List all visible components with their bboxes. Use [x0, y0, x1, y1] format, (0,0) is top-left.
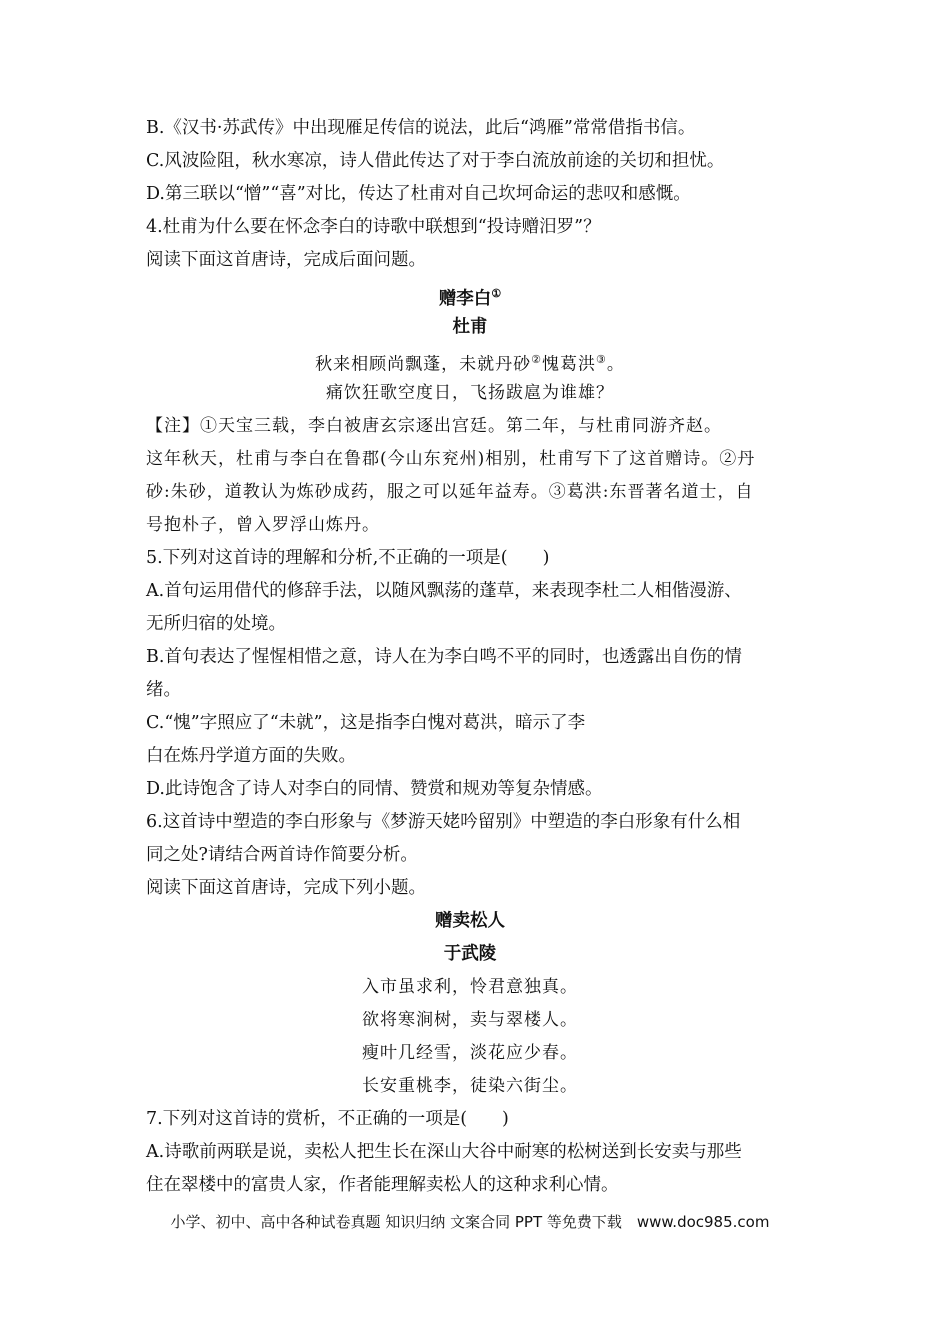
poem1-line-2: 痛饮狂歌空度日，飞扬跋扈为谁雄？ [326, 383, 614, 403]
option-a-line-cont: 住在翠楼中的富贵人家，作者能理解卖松人的这种求利心情。 [146, 1175, 619, 1195]
question-6-cont: 同之处?请结合两首诗作简要分析。 [146, 845, 418, 865]
question-6: 6.这首诗中塑造的李白形象与《梦游天姥吟留别》中塑造的李白形象有什么相 [146, 812, 741, 832]
option-a-line: A.诗歌前两联是说，卖松人把生长在深山大谷中耐寒的松树送到长安卖与那些 [146, 1142, 742, 1162]
option-d-line: D.此诗饱含了诗人对李白的同情、赞赏和规劝等复杂情感。 [146, 779, 603, 799]
reading-instruction-2: 阅读下面这首唐诗，完成下列小题。 [146, 878, 426, 898]
poem2-line-1: 入市虽求利，怜君意独真。 [362, 977, 578, 997]
poem1-author: 杜甫 [452, 317, 488, 337]
note-line: 这年秋天，杜甫与李白在鲁郡(今山东兖州)相别，杜甫写下了这首赠诗。②丹 [146, 449, 756, 469]
option-a-line-cont: 无所归宿的处境。 [146, 614, 286, 634]
note-line: 砂:朱砂，道教认为炼砂成药，服之可以延年益寿。③葛洪:东晋著名道士，自 [146, 482, 754, 502]
reading-instruction-1: 阅读下面这首唐诗，完成后面问题。 [146, 250, 426, 270]
question-4: 4.杜甫为什么要在怀念李白的诗歌中联想到“投诗赠汨罗”？ [146, 217, 601, 237]
option-c-line: C.“愧”字照应了“未就”，这是指李白愧对葛洪，暗示了李 [146, 713, 586, 733]
option-b-line: B.首句表达了惺惺相惜之意，诗人在为李白鸣不平的同时，也透露出自伤的情 [146, 647, 742, 667]
option-c-line-cont: 白在炼丹学道方面的失败。 [146, 746, 356, 766]
option-d-line: D.第三联以“憎”“喜”对比，传达了杜甫对自己坎坷命运的悲叹和感慨。 [146, 184, 691, 204]
note-line: 【注】①天宝三载，李白被唐玄宗逐出宫廷。第二年，与杜甫同游齐赵。 [146, 416, 722, 436]
poem2-line-4: 长安重桃李，徒染六街尘。 [362, 1076, 578, 1096]
option-b-line: B.《汉书·苏武传》中出现雁足传信的说法，此后“鸿雁”常常借指书信。 [146, 118, 696, 138]
poem2-author: 于武陵 [443, 944, 497, 964]
question-7: 7.下列对这首诗的赏析，不正确的一项是( ) [146, 1109, 509, 1129]
page-footer: 小学、初中、高中各种试卷真题 知识归纳 文案合同 PPT 等免费下载 www.doc985.com [170, 1213, 770, 1231]
option-b-line-cont: 绪。 [146, 680, 181, 700]
note-line: 号抱朴子，曾入罗浮山炼丹。 [146, 515, 380, 535]
question-5: 5.下列对这首诗的理解和分析,不正确的一项是( ) [146, 548, 550, 568]
poem1-title: 赠李白① [438, 287, 502, 309]
option-c-line: C.风波险阻，秋水寒凉，诗人借此传达了对于李白流放前途的关切和担忧。 [146, 151, 725, 171]
poem2-line-3: 瘦叶几经雪，淡花应少春。 [362, 1043, 578, 1063]
poem2-title: 赠卖松人 [435, 911, 505, 931]
poem2-line-2: 欲将寒涧树，卖与翠楼人。 [362, 1010, 578, 1030]
poem1-line-1: 秋来相顾尚飘蓬，未就丹砂②愧葛洪③。 [315, 353, 625, 375]
option-a-line: A.首句运用借代的修辞手法，以随风飘荡的蓬草，来表现李杜二人相偕漫游、 [146, 581, 742, 601]
